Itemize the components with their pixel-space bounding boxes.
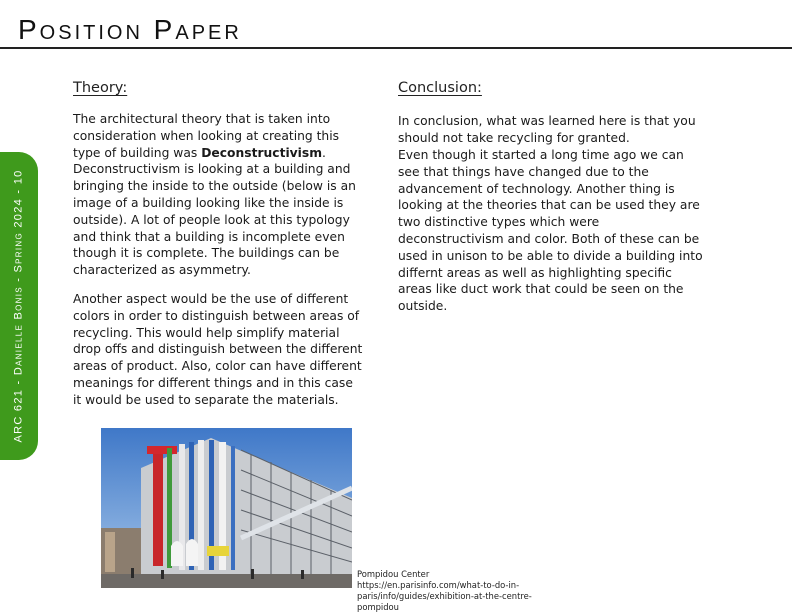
conclusion-paragraph-2: Even though it started a long time ago we can see that things have changed due to the advancement of technology. Another thing is looking at the theories that can be used they are two distinctive types which were deconstructivism and color. Both of these can be used in unison to be able to divide a building into differnt areas as well as highlighting specific areas like duct work that could be seen on the outside. xyxy=(398,148,703,314)
conclusion-paragraph-1: In conclusion, what was learned here is that you should not take recycling for granted. xyxy=(398,114,696,145)
theory-p1-start: The architectural theory that is taken into consideration when looking at creating this type of building was xyxy=(73,112,340,160)
conclusion-heading: Conclusion: xyxy=(398,80,482,96)
photo-caption: Pompidou Center https://en.parisinfo.com/what-to-do-in-paris/info/guides/exhibition-at-the-centre-pompidou xyxy=(357,569,532,612)
theory-paragraph-1 xyxy=(73,111,363,279)
side-tab-label-wrap xyxy=(0,152,38,460)
theory-p1-end: . Deconstructivism is looking at a building and bringing the inside to the outside (below is an image of a building looking like the inside is outside). A lot of people look at this typology and think that a building is incomplete even though it is complete. The buildings can be characterized as asymmetry. xyxy=(73,145,356,278)
theory-paragraph-2: Another aspect would be the use of different colors in order to distinguish between areas of recycling. This would help simplify material drop offs and distinguish between the different areas of product. Also, color can have different meanings for different things and in this case it would be used to separate the materials. xyxy=(73,292,363,407)
theory-p1-bold-term: Deconstructivism xyxy=(201,145,323,160)
pompidou-photo xyxy=(101,428,352,588)
side-tab-label: ARC 621 - Danielle Bonis - Spring 2024 - 10 xyxy=(13,169,26,443)
title-divider xyxy=(0,47,792,49)
page-title: Position Paper xyxy=(18,14,242,45)
theory-heading: Theory: xyxy=(73,80,128,96)
